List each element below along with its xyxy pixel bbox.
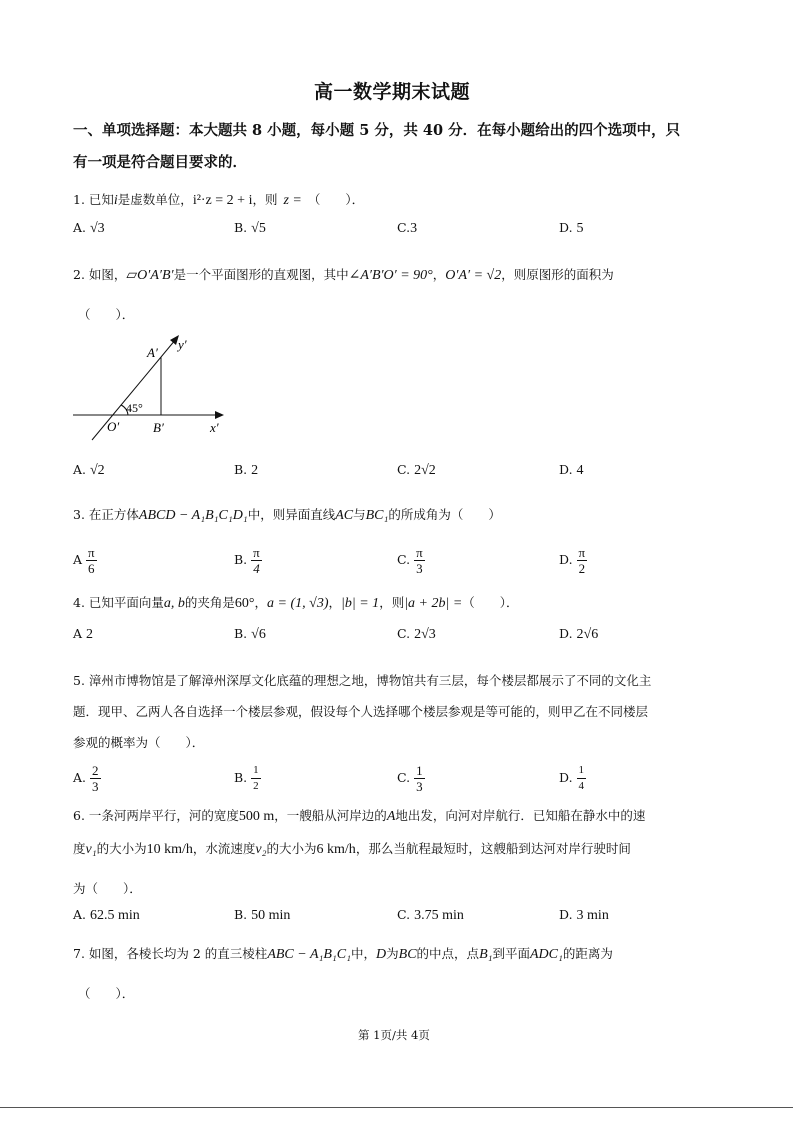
q6-line3: 为（ ）．: [73, 881, 142, 896]
q2-option-a: A. √2: [73, 462, 105, 478]
q4-expr5: |a + 2b| =: [404, 596, 463, 611]
page-title: 高一数学期末试题: [314, 81, 471, 103]
q3-option-b: B. $\frac{\pi}{4}$: [234, 545, 260, 576]
question-3: 3. 在正方体ABCD − A₁B₁C₁D₁中，则异面直线AC与BC₁的所成角为（ ）: [73, 507, 501, 523]
q6-option-d: D. 3 min: [559, 907, 609, 923]
q6-option-b: B. 50 min: [234, 907, 291, 923]
q2-expr1: ▱O′A′B′: [126, 268, 174, 283]
q1-option-a: A. √3: [73, 220, 105, 236]
page-footer: 第 1页/共 4页: [358, 1028, 430, 1042]
q1-mid1: 是虚数单位，: [117, 192, 193, 207]
label-angle: 45°: [126, 401, 143, 415]
q2-expr3: O′A′ = √2: [445, 268, 502, 283]
q6-line1: 6. 一条河两岸平行，河的宽度500 m，一艘船从河岸边的A地出发，向河对岸航行．已知船在静水中的速: [73, 808, 646, 824]
q1-blank: （ ）．: [307, 192, 365, 207]
q5-option-b: B. $\frac{1}{2}$: [234, 764, 259, 792]
q4-option-d: D. 2√6: [559, 626, 599, 642]
q4-option-b: B. √6: [234, 626, 266, 642]
q3-expr1: ABCD − A₁B₁C₁D₁: [138, 508, 248, 523]
q3-option-a: A $\frac{\pi}{6}$: [73, 545, 95, 576]
q2-figure: [68, 330, 238, 445]
q2-option-d: D. 4: [559, 462, 584, 478]
q4-option-c: C. 2√3: [397, 626, 436, 642]
q4-expr4: |b| = 1: [341, 596, 380, 611]
q5-option-d: D. $\frac{1}{4}$: [559, 764, 585, 792]
q1-expr: i²·z = 2 + i: [192, 193, 253, 208]
q2-option-c: C. 2√2: [397, 462, 436, 478]
section-heading-line2: 有一项是符合题目要求的．: [73, 154, 247, 171]
q6-option-c: C. 3.75 min: [397, 907, 464, 923]
q4-expr2: 60°: [234, 596, 255, 611]
question-4: 4. 已知平面向量a, b的夹角是60°，a = (1, √3)，|b| = 1，则|a + 2b| =（ ）．: [73, 595, 519, 611]
q2-expr2: ∠A′B′O′ = 90°: [348, 268, 433, 283]
x-axis-arrow: [215, 411, 224, 419]
q3-option-c: C. $\frac{\pi}{3}$: [397, 545, 423, 576]
q5-option-a: A. $\frac{2}{3}$: [73, 763, 99, 794]
q3-expr3: BC₁: [365, 508, 389, 523]
section-heading-line1: 一、单项选择题：本大题共 8 小题，每小题 5 分，共 40 分．在每小题给出的四个选项中，只: [73, 122, 681, 139]
q1-mid2: ，则: [252, 192, 278, 207]
label-x: x′: [210, 420, 219, 435]
q5-option-c: C. $\frac{1}{3}$: [397, 763, 423, 794]
q5-line1: 5. 漳州市博物馆是了解漳州深厚文化底蕴的理想之地，博物馆共有三层，每个楼层都展示了不同的文化主: [73, 673, 652, 688]
q2-option-b: B. 2: [234, 462, 259, 478]
q4-expr3: a = (1, √3): [267, 596, 329, 611]
q1-i: i: [113, 193, 118, 208]
q7-expr1: ABC − A₁B₁C₁: [267, 947, 351, 962]
q1-option-b: B. √5: [234, 220, 266, 236]
q1-option-d: D. 5: [559, 220, 584, 236]
question-2: 2. 如图，▱O′A′B′是一个平面图形的直观图，其中∠A′B′O′ = 90°，O′A′ = √2，则原图形的面积为: [73, 267, 614, 283]
q6-option-a: A. 62.5 min: [73, 907, 140, 923]
q5-line3: 参观的概率为（ ）．: [73, 735, 205, 750]
q6-line2: 度v₁的大小为10 km/h，水流速度v₂的大小为6 km/h，那么当航程最短时，这艘船到达河对岸行驶时间: [73, 841, 631, 857]
q3-option-d: D. $\frac{\pi}{2}$: [559, 545, 586, 576]
label-b: B′: [153, 420, 164, 435]
q2-blank: （ ）．: [78, 307, 135, 322]
question-1: [73, 190, 364, 209]
q5-line2: 题．现甲、乙两人各自选择一个楼层参观，假设每个人选择哪个楼层参观是等可能的，则甲乙在不同楼层: [73, 704, 649, 719]
label-y: y′: [178, 337, 187, 352]
bottom-divider: [0, 1107, 793, 1108]
question-7: 7. 如图，各棱长均为 2 的直三棱柱ABC − A₁B₁C₁中，D为BC的中点，点B₁到平面ADC₁的距离为: [73, 946, 613, 962]
q4-expr1: a, b: [163, 596, 185, 611]
label-o: O′: [107, 419, 120, 434]
label-a: A′: [147, 345, 158, 360]
q7-blank: （ ）．: [78, 986, 135, 1001]
q4-option-a: A 2: [73, 626, 94, 642]
q1-prefix: 1. 已知: [73, 192, 114, 207]
q1-z: z =: [283, 193, 302, 208]
q1-option-c: C.3: [397, 220, 418, 236]
q3-expr2: AC: [335, 508, 354, 523]
